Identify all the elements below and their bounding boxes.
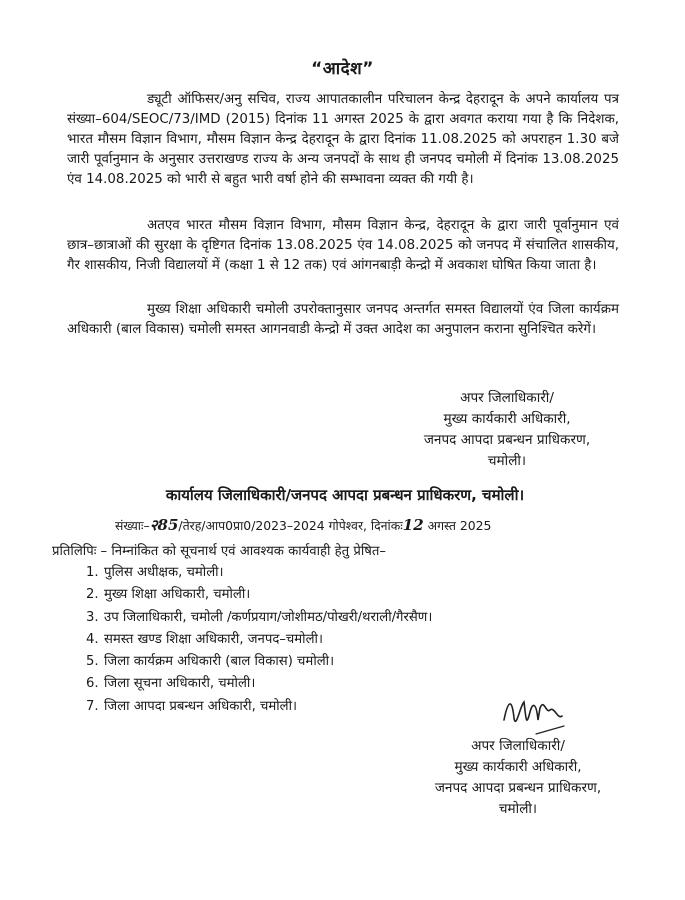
order-paragraph-2: अतएव भारत मौसम विज्ञान विभाग, मौसम विज्ञान केन्द्र, देहरादून के द्वारा जारी पूर्वानुमान एवं छात्र–छात्राओं की सुरक्षा के दृष्टिगत दिनांक 13.08.2025 एंव 14.08.2025 को जनपद में संचालित शासकीय, गैर शासकीय, निजी विद्यालयों में (कक्षा 1 से 12 तक) एवं आंगनबाड़ी केन्द्रो में अवकाश घोषित किया जाता है।: [67, 218, 619, 273]
signatory-role: मुख्य कार्यकारी अधिकारी,: [443, 411, 571, 427]
recipient-list: [86, 562, 432, 718]
handwritten-signature: [496, 690, 566, 740]
list-item: 7. जिला आपदा प्रबन्धन अधिकारी, चमोली।: [86, 698, 298, 714]
list-item: 5. जिला कार्यक्रम अधिकारी (बाल विकास) चमोली।: [86, 654, 335, 670]
order-paragraph-3: मुख्य शिक्षा अधिकारी चमोली उपरोक्तानुसार जनपद अन्तर्गत समस्त विद्यालयों एंव जिला कार्यक्रम अधिकारी (बाल विकास) चमोली समस्त आगनवाडी केन्द्रो में उक्त आदेश का अनुपालन कराना सुनिश्चित करेगें।: [67, 302, 619, 337]
signatory-place: चमोली।: [487, 453, 527, 469]
ref-suffix: /तेरह/आप0प्रा0/2023–2024 गोपेश्वर, दिनांकः: [178, 518, 403, 533]
ref-prefix: संख्याः–: [115, 518, 150, 533]
signatory-designation: अपर जिलाधिकारी/: [471, 738, 565, 754]
office-heading: कार्यालय जिलाधिकारी/जनपद आपदा प्रबन्धन प्राधिकरण, चमोली।: [165, 486, 525, 504]
signatory-designation: अपर जिलाधिकारी/: [460, 390, 554, 406]
signatory-authority: जनपद आपदा प्रबन्धन प्राधिकरण,: [423, 432, 591, 448]
copy-to-line: प्रतिलिपिः – निम्नांकित को सूचनार्थ एवं आवश्यक कार्यवाही हेतु प्रेषित–: [52, 544, 386, 559]
list-item: 3. उप जिलाधिकारी, चमोली /कर्णप्रयाग/जोशीमठ/पोखरी/थराली/गैरसैण।: [86, 609, 433, 625]
list-item: 1. पुलिस अधीक्षक, चमोली।: [86, 565, 224, 580]
ref-day: 12: [402, 516, 424, 534]
order-title: “आदेश”: [311, 59, 374, 79]
signatory-place: चमोली।: [498, 801, 538, 817]
signatory-authority: जनपद आपदा प्रबन्धन प्राधिकरण,: [434, 780, 602, 796]
reference-line: [115, 515, 595, 535]
list-item: 6. जिला सूचना अधिकारी, चमोली।: [86, 676, 256, 692]
ref-number: २85: [149, 516, 179, 534]
list-item: 4. समस्त खण्ड शिक्षा अधिकारी, जनपद–चमोली।: [86, 631, 323, 647]
order-signatory-block: [392, 388, 622, 472]
order-paragraph-1: ड्यूटी ऑफिसर/अनु सचिव, राज्य आपातकालीन परिचालन केन्द्र देहरादून के अपने कार्यालय पत्र संख्या–604/SEOC/73/IMD (2015) दिनांक 11 अगस्त 2025 के द्वारा अवगत कराया गया है कि निदेशक, भारत मौसम विज्ञान विभाग, मौसम विज्ञान केन्द्र देहरादून के द्वारा दिनांक 11.08.2025 को अपराहन 1.30 बजे जारी पूर्वानुमान के अनुसार उत्तराखण्ड राज्य के अन्य जनपदों के साथ ही जनपद चमोली में दिनांक 13.08.2025 एंव 14.08.2025 को भारी से बहुत भारी वर्षा होने की सम्भावना व्यक्त की गयी है।: [67, 92, 619, 187]
list-item: 2. मुख्य शिक्षा अधिकारी, चमोली।: [86, 587, 251, 603]
ref-date-rest: अगस्त 2025: [423, 518, 492, 533]
endorsement-signatory-block: [408, 736, 628, 820]
signatory-role: मुख्य कार्यकारी अधिकारी,: [454, 759, 582, 775]
